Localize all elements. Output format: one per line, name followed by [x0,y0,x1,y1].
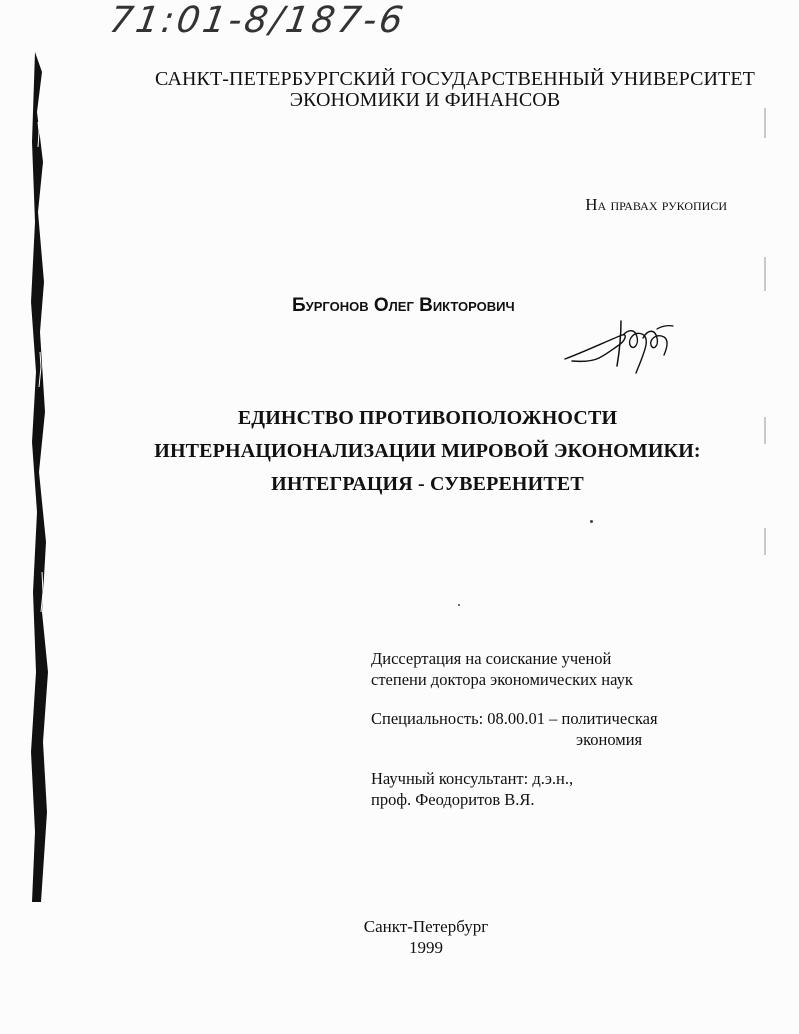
manuscript-rights-notice: На правах рукописи [585,195,727,214]
scan-binding-edge-graphic [30,52,48,902]
specialty-line-1: Специальность: 08.00.01 – политическая [371,709,658,728]
signature-graphic [561,317,677,375]
scan-mark [764,108,766,138]
scan-mark [764,257,766,291]
scan-mark [764,528,766,555]
author-name: Бургонов Олег Викторович [292,295,515,316]
author-signature [561,317,677,375]
institution-name-line-1: САНКТ-ПЕТЕРБУРГСКИЙ ГОСУДАРСТВЕННЫЙ УНИВЕРСИТЕТ [155,68,756,90]
specialty-line-2: экономия [576,730,643,749]
consultant-line-2: проф. Феодоритов В.Я. [371,790,535,809]
dissertation-title-line-3: ИНТЕГРАЦИЯ - СУВЕРЕНИТЕТ [271,473,584,495]
catalog-code: 71:01-8/187-6 [106,0,409,41]
dissertation-details [371,648,711,810]
scan-speck [458,604,460,606]
institution-name-line-2: ЭКОНОМИКИ И ФИНАНСОВ [289,89,561,111]
degree-statement-line-1: Диссертация на соискание ученой [371,649,612,668]
place-and-year [327,916,525,958]
scan-mark [764,417,766,444]
consultant-line-1: Научный консультант: д.э.н., [371,769,574,788]
dissertation-title-line-1: ЕДИНСТВО ПРОТИВОПОЛОЖНОСТИ [237,407,618,429]
place: Санкт-Петербург [363,917,489,936]
scan-speck [590,520,593,523]
spacer [371,750,711,768]
year: 1999 [409,938,443,957]
spacer [371,690,711,708]
dissertation-title-line-2: ИНТЕРНАЦИОНАЛИЗАЦИИ МИРОВОЙ ЭКОНОМИКИ: [154,440,701,462]
scan-binding-edge [30,52,48,902]
degree-statement-line-2: степени доктора экономических наук [371,670,633,689]
dissertation-title [150,402,705,501]
institution-name [155,68,756,111]
